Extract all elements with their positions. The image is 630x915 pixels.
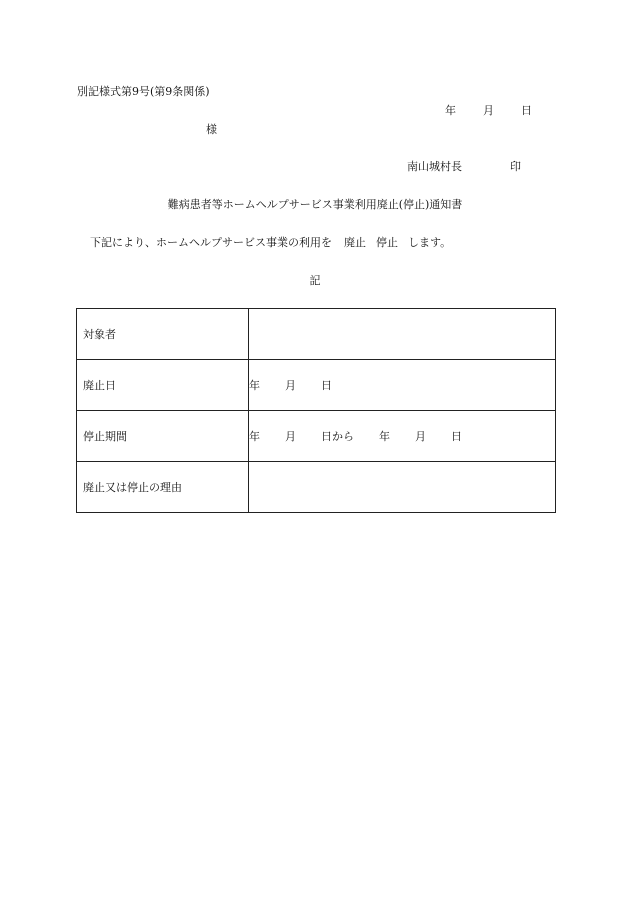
seal-mark: 印 <box>510 160 521 173</box>
form-table <box>76 308 556 513</box>
date-year-label: 年 <box>445 104 456 117</box>
table-row-abolish-date <box>77 360 556 411</box>
field-subject[interactable] <box>249 309 556 360</box>
option-abolish: 廃止 <box>344 236 366 249</box>
date-line <box>445 104 532 118</box>
table-row-suspend-period <box>77 411 556 462</box>
suspend-month-label: 月 <box>285 430 296 443</box>
body-tail: します。 <box>408 236 452 249</box>
label-reason: 廃止又は停止の理由 <box>77 462 249 513</box>
suspend-day2-label: 日 <box>451 430 462 443</box>
table-row-reason <box>77 462 556 513</box>
label-suspend-period: 停止期間 <box>77 411 249 462</box>
table-row-subject <box>77 309 556 360</box>
suspend-day-from-label: 日から <box>321 430 354 443</box>
issuer-line <box>407 160 521 174</box>
label-subject: 対象者 <box>77 309 249 360</box>
suspend-month2-label: 月 <box>415 430 426 443</box>
date-month-label: 月 <box>483 104 494 117</box>
option-suspend: 停止 <box>376 236 398 249</box>
abolish-month-label: 月 <box>285 379 296 392</box>
body-paragraph <box>90 236 451 250</box>
suspend-year-label: 年 <box>249 430 260 443</box>
document-title: 難病患者等ホームヘルプサービス事業利用廃止(停止)通知書 <box>167 198 463 211</box>
form-number: 別記様式第9号(第9条関係) <box>77 85 210 98</box>
body-text: 下記により、ホームヘルプサービス事業の利用を <box>90 236 332 249</box>
label-abolish-date: 廃止日 <box>77 360 249 411</box>
field-reason[interactable] <box>249 462 556 513</box>
suspend-year2-label: 年 <box>379 430 390 443</box>
abolish-year-label: 年 <box>249 379 260 392</box>
abolish-day-label: 日 <box>321 379 332 392</box>
ki-heading: 記 <box>309 274 321 287</box>
field-suspend-period[interactable] <box>249 411 556 462</box>
date-day-label: 日 <box>521 104 532 117</box>
addressee-suffix: 様 <box>206 123 217 136</box>
field-abolish-date[interactable] <box>249 360 556 411</box>
issuer-name: 南山城村長 <box>407 160 462 173</box>
